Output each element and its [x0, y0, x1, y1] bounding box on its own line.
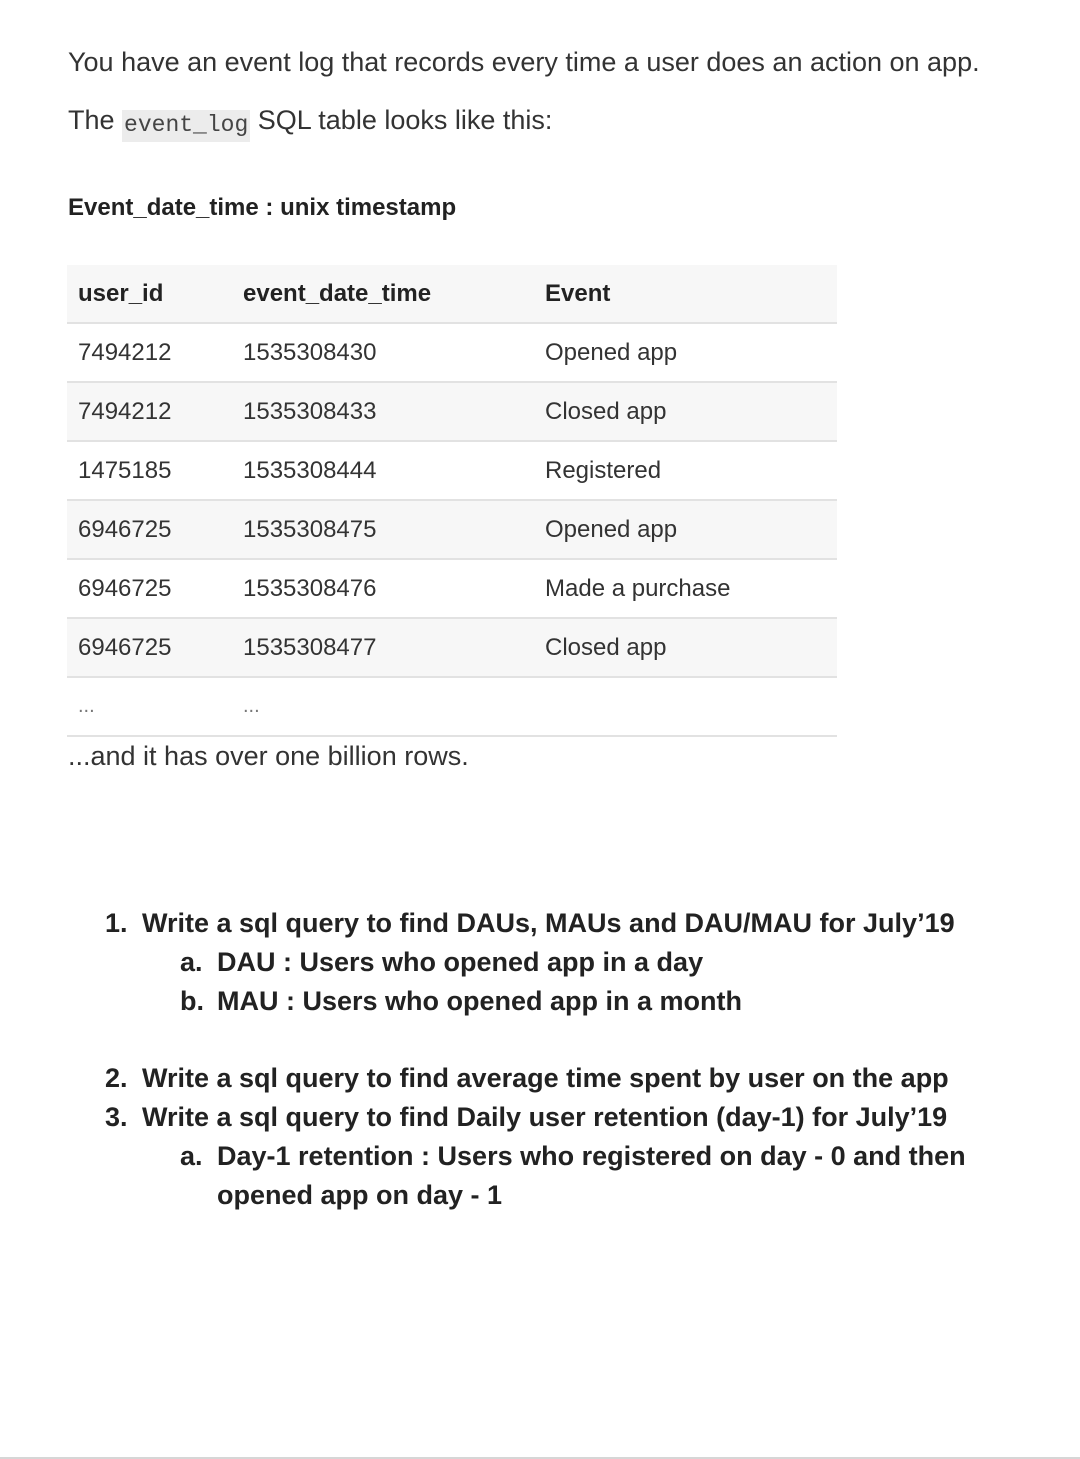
question-1	[105, 904, 1005, 943]
question-number: 3.	[105, 1102, 128, 1132]
cell-user-id: 7494212	[67, 323, 232, 382]
cell-event: Opened app	[534, 500, 837, 559]
cell-event: Closed app	[534, 382, 837, 441]
question-1-sub-b	[105, 982, 1005, 1021]
cell-event-date-time: 1535308433	[232, 382, 534, 441]
table-footnote: ...and it has over one billion rows.	[68, 741, 469, 771]
question-1-sub-a	[105, 943, 1005, 982]
cell-event: Closed app	[534, 618, 837, 677]
cell-event-date-time: 1535308475	[232, 500, 534, 559]
table-header-row	[67, 265, 837, 323]
cell-event-date-time: 1535308476	[232, 559, 534, 618]
question-list	[105, 904, 1005, 1215]
question-3-sub-a	[105, 1137, 1005, 1215]
question-text: Write a sql query to find DAUs, MAUs and DAU/MAU for July’19	[142, 908, 955, 938]
sub-question-text: MAU : Users who opened app in a month	[217, 986, 743, 1016]
intro-line-1: You have an event log that records every time a user does an action on app.	[68, 47, 980, 77]
sub-question-text: DAU : Users who opened app in a day	[217, 947, 704, 977]
question-number: 2.	[105, 1063, 128, 1093]
table-row	[67, 500, 837, 559]
cell-event: Made a purchase	[534, 559, 837, 618]
cell-ellipsis-event-date-time: ...	[232, 677, 534, 736]
column-header-user-id: user_id	[67, 265, 232, 323]
intro-line-2	[68, 105, 552, 136]
table-row	[67, 323, 837, 382]
intro-line-2-prefix: The	[68, 105, 123, 135]
cell-event-date-time: 1535308477	[232, 618, 534, 677]
table-ellipsis-row	[67, 677, 837, 736]
table-name-code: event_log	[122, 110, 250, 142]
question-number: 1.	[105, 908, 128, 938]
question-gap	[105, 1021, 1005, 1059]
cell-user-id: 7494212	[67, 382, 232, 441]
cell-event-date-time: 1535308430	[232, 323, 534, 382]
sub-question-text: Day-1 retention : Users who registered on day - 0 and then opened app on day - 1	[217, 1141, 966, 1210]
cell-user-id: 1475185	[67, 441, 232, 500]
question-2	[105, 1059, 1005, 1098]
cell-ellipsis-user-id: ...	[67, 677, 232, 736]
cell-event-date-time: 1535308444	[232, 441, 534, 500]
question-text: Write a sql query to find Daily user retention (day-1) for July’19	[142, 1102, 948, 1132]
cell-user-id: 6946725	[67, 500, 232, 559]
column-header-event-date-time: event_date_time	[232, 265, 534, 323]
event-log-table	[67, 265, 837, 737]
sub-question-letter: a.	[180, 947, 203, 977]
intro-line-2-suffix: SQL table looks like this:	[250, 105, 553, 135]
table-row	[67, 382, 837, 441]
cell-event: Registered	[534, 441, 837, 500]
question-text: Write a sql query to find average time spent by user on the app	[142, 1063, 949, 1093]
table-row	[67, 441, 837, 500]
cell-user-id: 6946725	[67, 618, 232, 677]
question-3	[105, 1098, 1005, 1137]
table-row	[67, 559, 837, 618]
cell-ellipsis-event	[534, 677, 837, 736]
column-header-event: Event	[534, 265, 837, 323]
sub-question-letter: a.	[180, 1141, 203, 1171]
sub-question-letter: b.	[180, 986, 204, 1016]
table-row	[67, 618, 837, 677]
cell-user-id: 6946725	[67, 559, 232, 618]
field-definition: Event_date_time : unix timestamp	[68, 194, 457, 221]
cell-event: Opened app	[534, 323, 837, 382]
